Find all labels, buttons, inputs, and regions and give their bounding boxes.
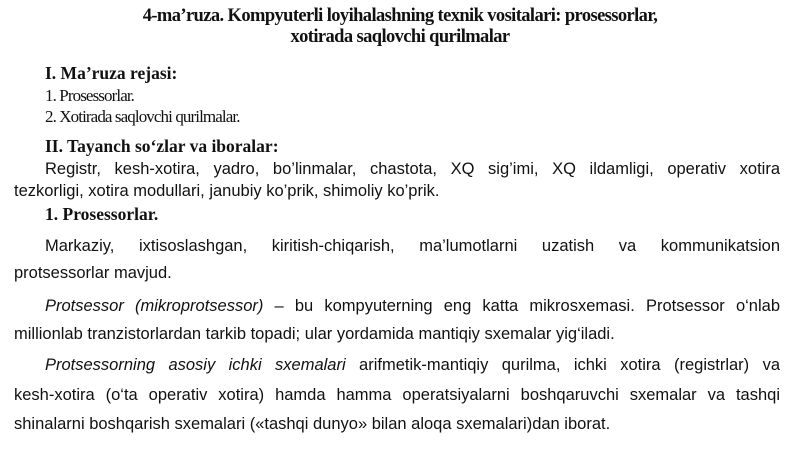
section-1-p3-line-1-rest: arifmetik-mantiqiy qurilma, ichki xotira (registrlar) va [345, 356, 781, 374]
section-1-p2-line-1-rest: – bu kompyuterning eng katta mikrosxemasi. Protsessor o‘nlab [263, 297, 780, 315]
section-1-heading: 1. Prosessorlar. [45, 204, 159, 224]
section-1-p3-line-3: shinalarni boshqarish sxemalari («tashqi dunyo» bilan aloqa sxemalari)dan iborat. [14, 415, 611, 433]
keywords-line-1: Registr, kesh-xotira, yadro, bo’linmalar, chastota, XQ sig’imi, XQ ildamligi, operativ xotira [45, 160, 780, 178]
keywords-line-2: tezkorligi, xotira modullari, janubiy ko’prik, shimoliy ko’prik. [14, 182, 440, 200]
section-1-p3-line-1 [45, 355, 780, 375]
section-1-p2-line-2: millionlab tranzistorlardan tarkib topadi; ular yordamida mantiqiy sxemalar yig‘iladi. [14, 325, 615, 343]
keywords-heading: II. Tayanch so‘zlar va iboralar: [45, 136, 279, 156]
plan-item-1: 1. Prosessorlar. [45, 86, 135, 105]
internal-circuits-term: Protsessorning asosiy ichki sxemalari [45, 356, 346, 374]
document-title-line-2: xotirada saqlovchi qurilmalar [290, 27, 510, 47]
section-1-p2-line-1 [45, 296, 780, 316]
document-title-line-1: 4-ma’ruza. Kompyuterli loyihalashning texnik vositalari: prosessorlar, [142, 6, 658, 26]
section-1-p3-line-2: kesh-xotira (o‘ta operativ xotira) hamda hamma operatsiyalarni boshqaruvchi sxemalar va tashqi [14, 386, 780, 404]
plan-item-2: 2. Xotirada saqlovchi qurilmalar. [45, 107, 240, 126]
processor-term: Protsessor (mikroprotsessor) [45, 297, 264, 315]
section-1-p1-line-2: protsessorlar mavjud. [14, 264, 172, 282]
plan-heading: I. Ma’ruza rejasi: [45, 63, 178, 83]
section-1-p1-line-1: Markaziy, ixtisoslashgan, kiritish-chiqarish, ma’lumotlarni uzatish va kommunikatsion [45, 237, 780, 255]
